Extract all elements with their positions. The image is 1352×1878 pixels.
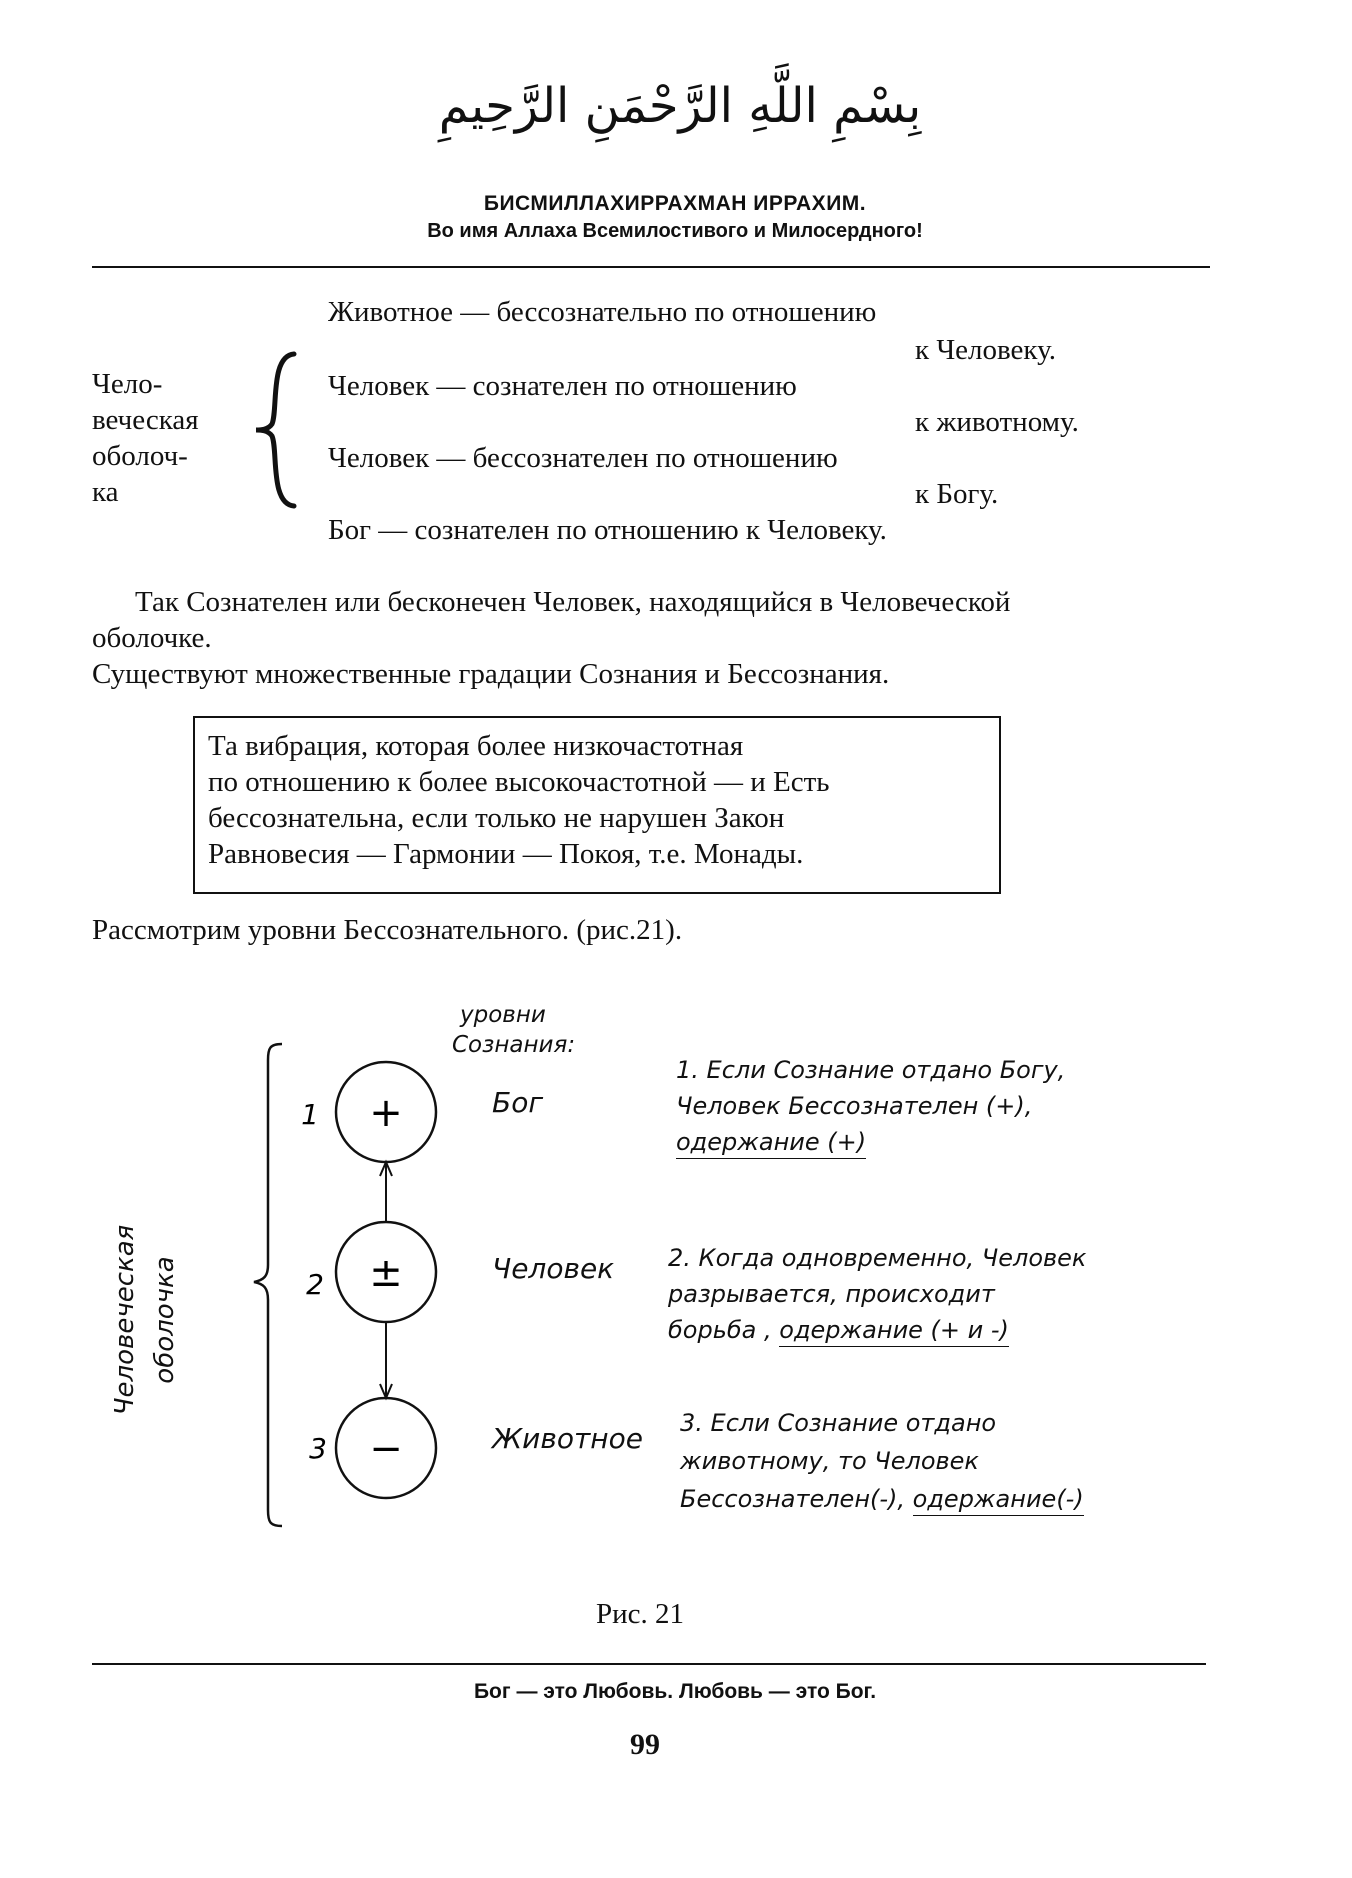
figure-bracket (254, 1044, 282, 1526)
curly-brace (252, 350, 302, 510)
footer-rule (92, 1663, 1206, 1665)
scheme-side-label: Чело- веческая оболоч- ка (92, 368, 199, 508)
level-1-number: 1 (301, 1098, 319, 1131)
level-3-number: 3 (309, 1432, 327, 1465)
level-2-number: 2 (306, 1268, 324, 1301)
figure-diagram (140, 1030, 480, 1540)
header-rule (92, 266, 1210, 268)
footer-motto: Бог — это Любовь. Любовь — это Бог. (473, 1680, 877, 1703)
scheme-line-3-tail: к Богу. (915, 478, 999, 510)
paragraph-1-line-2: оболочке. (92, 622, 212, 654)
level-2-notes: 2. Когда одновременно, Человек разрывается, происходит борьба , одержание (+ и -) (668, 1240, 1086, 1348)
level-3-underlined: одержание(-) (913, 1485, 1084, 1516)
paragraph-1-line-1: Так Сознателен или бесконечен Человек, находящийся в Человеческой (135, 586, 1011, 618)
level-3-notes: 3. Если Сознание отдано животному, то Человек Бессознателен(-), одержание(-) (680, 1404, 1084, 1518)
paragraph-3: Рассмотрим уровни Бессознательного. (рис.21). (92, 914, 683, 946)
figure-side-label: Человеческая оболочка (110, 1224, 180, 1416)
page-number: 99 (630, 1728, 660, 1761)
figure-caption: Рис. 21 (596, 1598, 685, 1630)
scheme-line-2: Человек — сознателен по отношению (328, 370, 797, 402)
box-text: Та вибрация, которая более низкочастотная по отношению к более высокочастотной — и Есть бессознательна, если только не нарушен Закон Равновесия — Гармонии — Покоя, т.е. Монады. (208, 730, 830, 870)
level-2-underlined: одержание (+ и -) (779, 1316, 1009, 1347)
scheme-line-3: Человек — бессознателен по отношению (328, 442, 838, 474)
scheme-line-1: Животное — бессознательно по отношению (328, 296, 877, 328)
level-2-sign: ± (369, 1250, 403, 1296)
paragraph-2: Существуют множественные градации Сознания и Бессознания. (92, 658, 890, 690)
level-1-notes: 1. Если Сознание отдано Богу, Человек Бессознателен (+), одержание (+) (676, 1052, 1065, 1160)
scheme-last-line: Бог — сознателен по отношению к Человеку. (328, 514, 887, 546)
scheme-line-2-tail: к животному. (915, 406, 1079, 438)
header-subtitle: Во имя Аллаха Всемилостивого и Милосердного! (427, 220, 923, 242)
arabic-calligraphy: بِسْمِ اللَّهِ الرَّحْمَنِ الرَّحِيمِ (438, 78, 922, 134)
level-3-name: Животное (492, 1422, 643, 1455)
figure-levels-title: уровни Сознания: (452, 1002, 576, 1058)
level-1-name: Бог (492, 1086, 544, 1119)
level-1-underlined: одержание (+) (676, 1128, 866, 1159)
level-3-sign: − (369, 1426, 403, 1472)
level-2-name: Человек (492, 1252, 615, 1285)
level-1-sign: + (369, 1090, 403, 1136)
scheme-line-1-tail: к Человеку. (915, 334, 1056, 366)
header-title: БИСМИЛЛАХИРРАХМАН ИРРАХИМ. (483, 192, 867, 215)
